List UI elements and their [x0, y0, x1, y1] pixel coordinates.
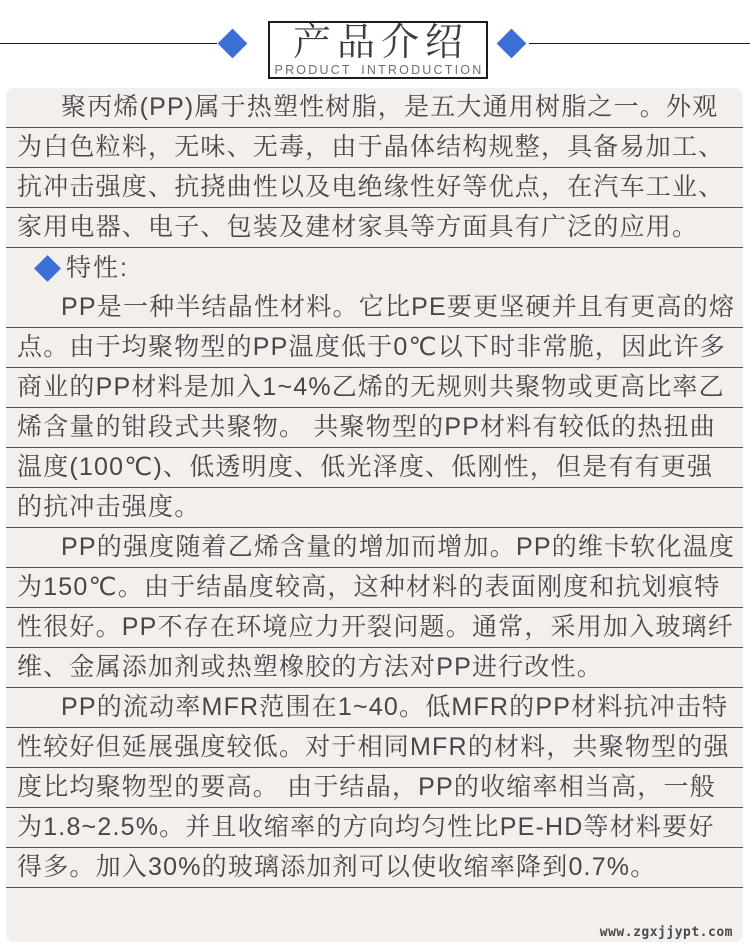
text-line: 度比均聚物型的要高。 由于结晶，PP的收缩率相当高，一般	[6, 768, 743, 808]
text-line: 维、金属添加剂或热塑橡胶的方法对PP进行改性。	[6, 648, 743, 688]
page-subtitle: PRODUCT INTRODUCTION	[274, 63, 484, 77]
divider-line-left	[0, 43, 217, 44]
text-line: PP的强度随着乙烯含量的增加而增加。PP的维卡软化温度	[6, 528, 743, 568]
text-line: 得多。加入30%的玻璃添加剂可以使收缩率降到0.7%。	[6, 848, 743, 888]
text-line: 点。由于均聚物型的PP温度低于0℃以下时非常脆，因此许多	[6, 328, 743, 368]
divider-line-right	[529, 43, 750, 44]
diamond-icon-left	[218, 29, 248, 59]
text-line: 聚丙烯(PP)属于热塑性树脂，是五大通用树脂之一。外观	[6, 88, 743, 128]
text-line: 为150℃。由于结晶度较高，这种材料的表面刚度和抗划痕特	[6, 568, 743, 608]
text-line: PP的流动率MFR范围在1~40。低MFR的PP材料抗冲击特	[6, 688, 743, 728]
text-line: 商业的PP材料是加入1~4%乙烯的无规则共聚物或更高比率乙	[6, 368, 743, 408]
text-line: 为白色粒料，无味、无毒，由于晶体结构规整，具备易加工、	[6, 128, 743, 168]
text-line: 温度(100℃)、低透明度、低光泽度、低刚性，但是有有更强	[6, 448, 743, 488]
feature-heading-label: 特性:	[66, 253, 129, 282]
watermark: www.zgxjjypt.com	[599, 925, 733, 940]
text-line: PP是一种半结晶性材料。它比PE要更坚硬并且有更高的熔	[6, 288, 743, 328]
text-line: 烯含量的钳段式共聚物。 共聚物型的PP材料有较低的热扭曲	[6, 408, 743, 448]
page-header	[0, 0, 750, 88]
text-line: 为1.8~2.5%。并且收缩率的方向均匀性比PE-HD等材料要好	[6, 808, 743, 848]
text-line: 家用电器、电子、包装及建材家具等方面具有广泛的应用。	[6, 208, 743, 248]
diamond-icon-right	[497, 29, 527, 59]
content-panel	[6, 88, 743, 942]
text-line: 的抗冲击强度。	[6, 488, 743, 528]
page-title: 产品介绍	[292, 22, 469, 64]
feature-heading	[6, 248, 743, 288]
diamond-bullet-icon	[34, 255, 61, 282]
text-line: 性较好但延展强度较低。对于相同MFR的材料，共聚物型的强	[6, 728, 743, 768]
text-line: 抗冲击强度、抗挠曲性以及电绝缘性好等优点，在汽车工业、	[6, 168, 743, 208]
text-line: 性很好。PP不存在环境应力开裂问题。通常，采用加入玻璃纤	[6, 608, 743, 648]
section-title-box	[268, 21, 488, 79]
content-lines	[6, 88, 743, 888]
